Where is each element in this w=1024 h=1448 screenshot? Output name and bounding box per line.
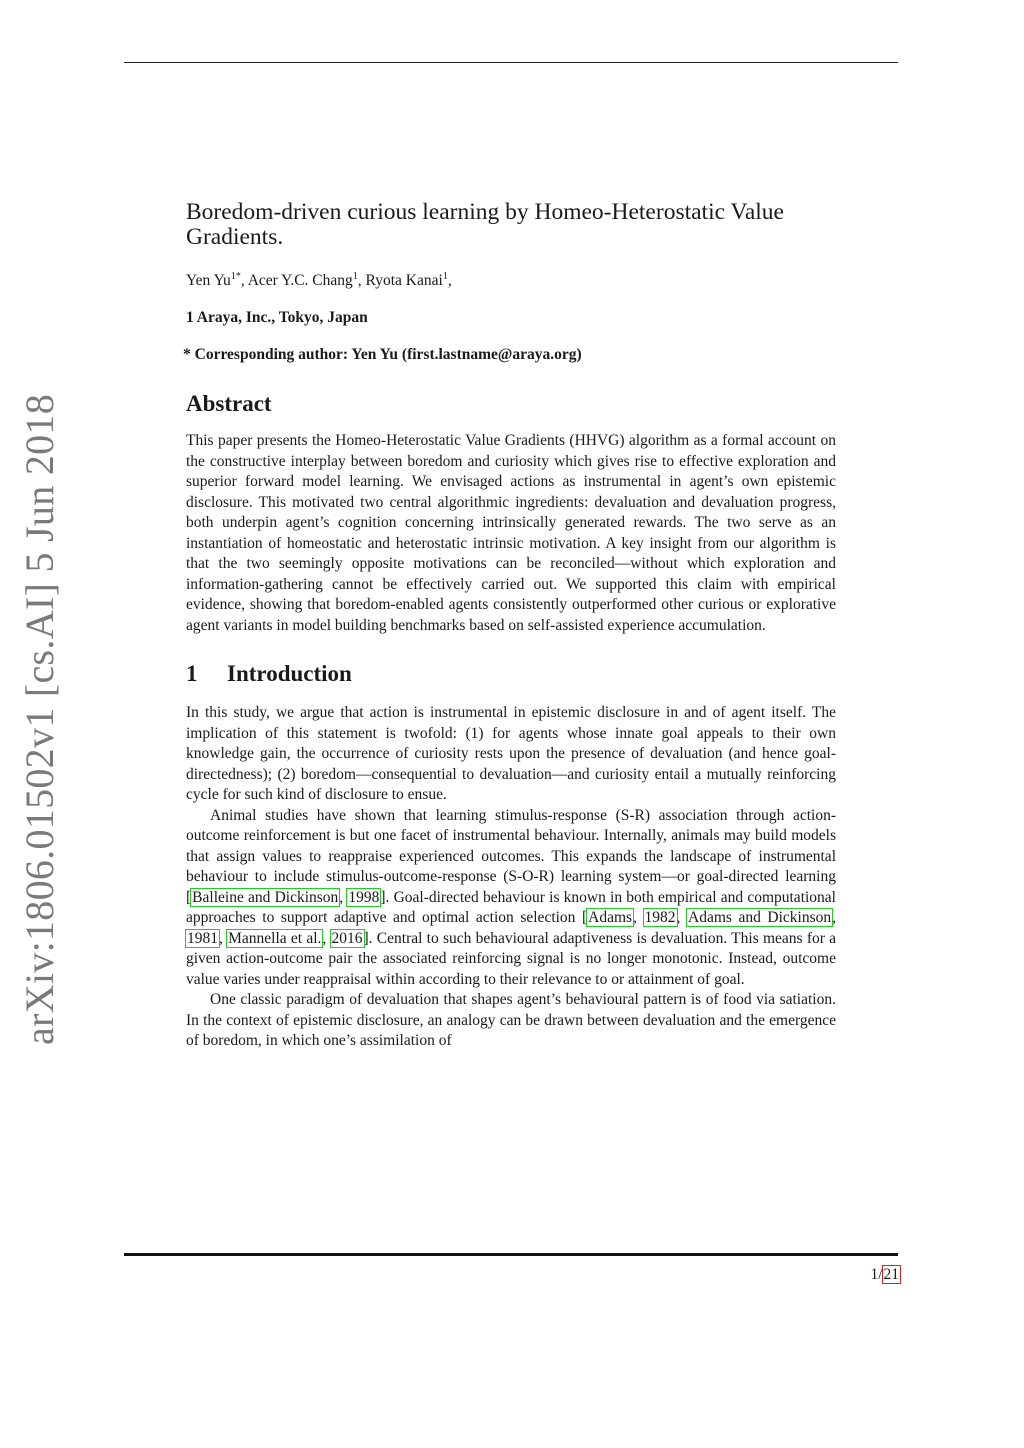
intro-paragraph-3: One classic paradigm of devaluation that shapes agent’s behavioural pattern is of food via satiation. In the context of epistemic disclosure, an analogy can be drawn between devaluation and the emergence of boredom, in which one’s assimilation of [186, 991, 836, 1050]
paragraph-text: ]. Goal-directed behaviour is known in both empirical and computational approaches to support adaptive and optimal action selection [ [186, 888, 836, 927]
affiliation: 1 Araya, Inc., Tokyo, Japan [186, 309, 368, 327]
total-pages-link[interactable]: 21 [883, 1266, 899, 1283]
intro-paragraph-1: In this study, we argue that action is instrumental in epistemic disclosure in and of agent itself. The implication of this statement is twofold: (1) for agents whose innate goal appeals to their own knowledge gain, the occurrence of curiosity rests upon the presence of devaluation (and hence goal-directedness); (2) boredom—consequential to devaluation—and curiosity entail a mutually reinforcing cycle for such kind of disclosure to ensue. [186, 704, 836, 804]
citation-link-adams[interactable]: Adams [588, 909, 633, 927]
citation-link-balleine[interactable]: Balleine and Dickinson [192, 888, 339, 906]
author-separator: , [357, 272, 366, 290]
abstract-text: This paper presents the Homeo-Heterostatic Value Gradients (HHVG) algorithm as a formal account on the constructive interplay between boredom and curiosity which gives rise to effective exploration and superior forward model learning. We envisaged actions as instrumental in agent’s own epistemic disclosure. This motivated two central algorithmic ingredients: devaluation and devaluation progress, both underpin agent’s cognition concerning intrinsically generated rewards. The two serve as an instantiation of homeostatic and heterostatic intrinsic motivation. A key insight from our algorithm is that the two seemingly opposite motivations can be reconciled—without which exploration and information-gathering cannot be effectively carried out. We supported this claim with empirical evidence, showing that boredom-enabled agents consistently outperformed other curious or explorative agent variants in model building benchmarks based on self-assisted experience accumulation. [186, 432, 836, 634]
bottom-rule [124, 1253, 898, 1256]
current-page: 1 [870, 1266, 879, 1283]
page-separator: / [878, 1266, 883, 1283]
citation-year-link-adams[interactable]: 1982 [644, 909, 676, 927]
author-separator: , [447, 272, 452, 290]
citation-year-link-balleine[interactable]: 1998 [348, 888, 380, 906]
citation-year-link-adams-dickinson[interactable]: 1981 [187, 929, 218, 947]
citation-link-adams-dickinson[interactable]: Adams and Dickinson [688, 909, 832, 927]
author-name: Yen Yu [186, 272, 231, 290]
author-name: Acer Y.C. Chang [247, 272, 353, 290]
section-number: 1 [186, 661, 198, 687]
corresponding-author: * Corresponding author: Yen Yu (first.lastname@araya.org) [183, 346, 582, 364]
arxiv-identifier: arXiv:1806.01502v1 [cs.AI] 5 Jun 2018 [17, 393, 62, 1045]
paragraph-text: Animal studies have shown that learning stimulus-response (S-R) association through action-outcome reinforcement is but one facet of instrumental behaviour. Internally, animals may build models that assign values to reappraise experienced outcomes. This expands the landscape of instrumental behaviour to include stimulus-outcome-response (S-O-R) learning system—or goal-directed learning [ [186, 806, 836, 906]
paper-content [183, 199, 837, 1052]
section-title: Introduction [227, 661, 352, 687]
author-name: Ryota Kanai [365, 272, 443, 290]
paragraph-text: ]. Central to such behavioural adaptiveness is devaluation. This means for a given action-outcome pair the associated reinforcing signal is no longer monotonic. Instead, outcome value varies under reappraisal within according to their relevance to or attainment of goal. [186, 929, 837, 988]
author-affiliation-mark: 1 [442, 271, 448, 282]
intro-paragraph-2: Animal studies have shown that learning stimulus-response (S-R) association through action-outcome reinforcement is but one facet of instrumental behaviour. Internally, animals may build models that assign values to reappraise experienced outcomes. This expands the landscape of instrumental behaviour to include stimulus-outcome-response (S-O-R) learning system—or goal-directed learning [Balleine and Dickinson, 1998]. Goal-directed behaviour is known in both empirical and computational approaches to support adaptive and optimal action selection [Adams, 1982, Adams and Dickinson, 1981, Mannella et al., 2016]. Central to such behavioural adaptiveness is devaluation. This means for a given action-outcome pair the associated reinforcing signal is no longer monotonic. Instead, outcome value varies under reappraisal within according to their relevance to or attainment of goal. [186, 806, 837, 988]
citation-link-mannella[interactable]: Mannella et al. [228, 929, 322, 947]
author-affiliation-mark: 1 [352, 271, 358, 282]
page-number [870, 1266, 900, 1284]
paper-title: Boredom-driven curious learning by Homeo-Heterostatic Value Gradients. [186, 199, 784, 250]
top-rule [124, 62, 898, 63]
author-separator: , [240, 272, 248, 290]
author-affiliation-mark: 1* [230, 271, 241, 282]
introduction-body [186, 703, 836, 1052]
abstract-heading: Abstract [186, 391, 272, 417]
section-heading-introduction [186, 661, 836, 687]
citation-year-link-mannella[interactable]: 2016 [331, 929, 363, 947]
author-list [186, 271, 836, 290]
